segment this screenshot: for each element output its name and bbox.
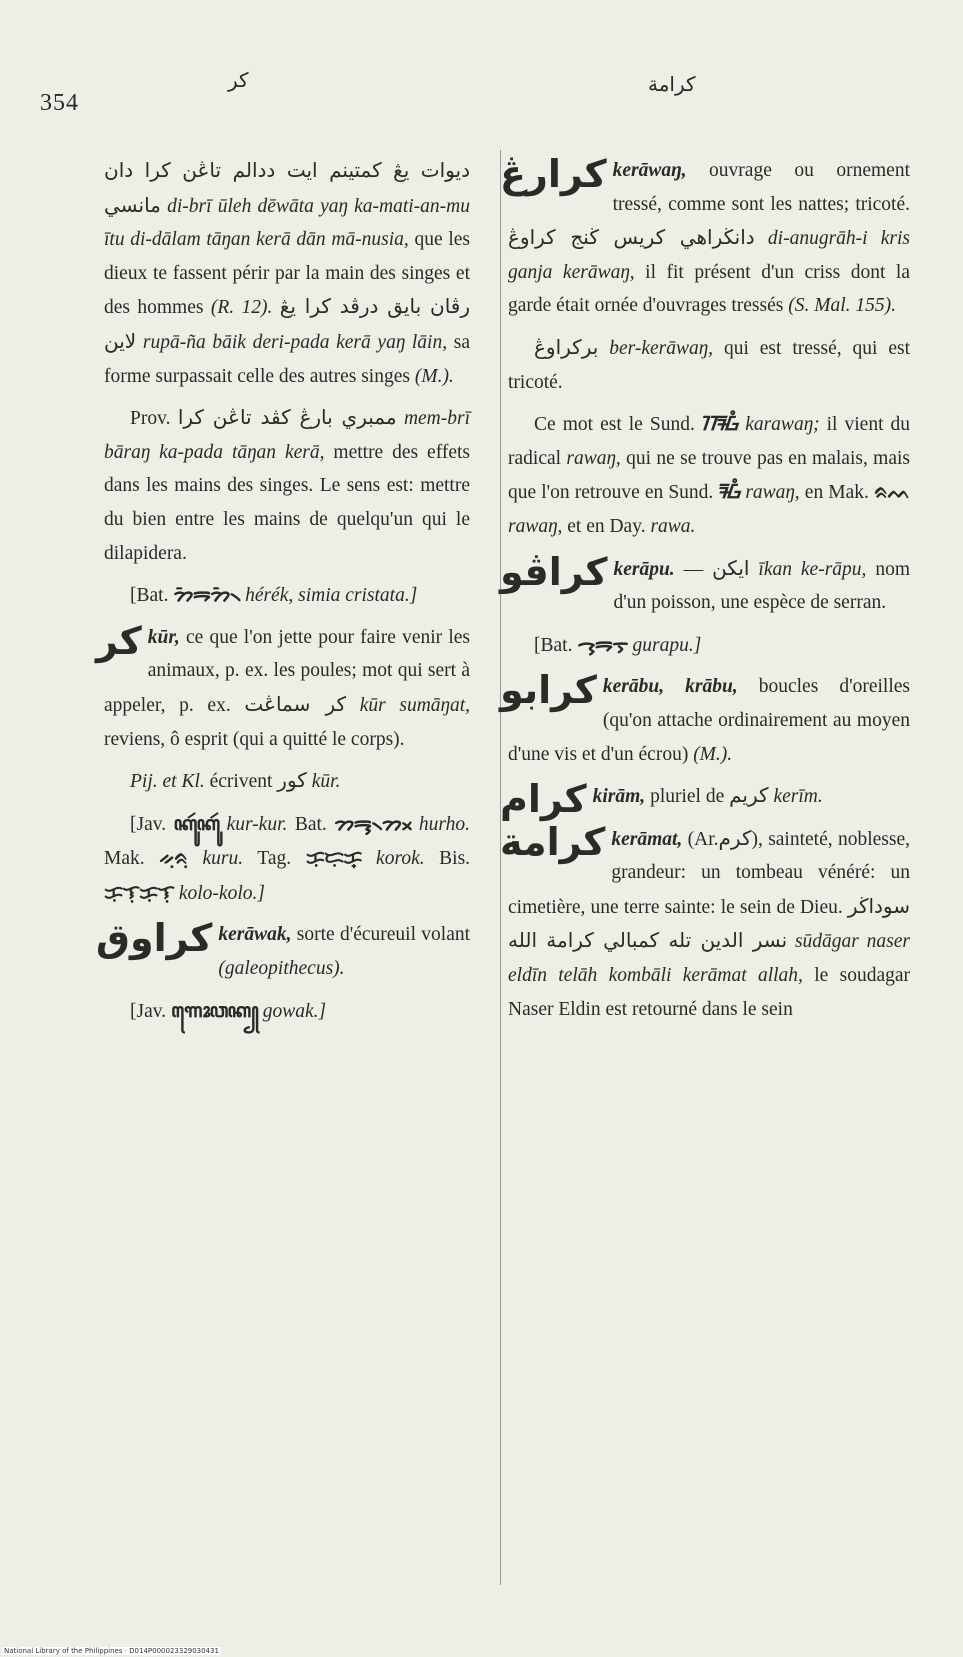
definition: reviens, ô esprit (qui a quitté le corps). — [104, 728, 405, 750]
label: Pij. et Kl. — [130, 771, 205, 793]
headword-arabic: كرارڠ — [500, 152, 607, 196]
sub-entry — [508, 331, 910, 399]
label: [Bat. — [130, 585, 169, 607]
transliteration: hérék, simia cristata.] — [245, 585, 418, 607]
label: [Jav. — [130, 813, 167, 835]
transliteration: kūr. — [311, 771, 341, 793]
native-script: ᯂᯩᯒᯩᯂ᯲ — [173, 583, 241, 607]
definition: ), sainteté, noblesse, grandeur: un tombeau vénéré: un cimetière, une terre sainte: le sein de Dieu. — [508, 828, 910, 918]
right-column — [500, 152, 911, 1034]
transliteration: korok. — [376, 848, 425, 870]
footer-credit: National Library of the Philippines · D014P000023329030431 — [4, 1647, 219, 1655]
native-script: ᯂᯮᯒ᯲ᯂᯬ — [334, 811, 412, 835]
definition: que les dieux te fassent périr par la main des singes et des hommes — [104, 229, 470, 319]
native-script: ᮛᮝᮀ — [718, 480, 741, 504]
arabic-text: بركراوڠ — [534, 334, 599, 359]
headword: kerāwak, — [218, 924, 292, 946]
entry-keramat — [500, 819, 911, 1027]
transliteration: mem-brī bāraŋ ka-pada tāŋan kerā, — [104, 408, 471, 463]
transliteration: kuru. — [202, 848, 244, 870]
native-script: ᨀᨘᨑᨘ — [159, 846, 188, 870]
left-column — [96, 154, 471, 1036]
entry-kerabu — [500, 668, 911, 771]
headword-arabic: كراوق — [96, 916, 213, 961]
headword-arabic: كرامة — [500, 819, 606, 864]
transliteration: hurho. — [418, 813, 470, 835]
arabic-text: كور — [277, 768, 307, 793]
entry-kerawak — [96, 916, 471, 985]
transliteration: rawaŋ, — [566, 447, 621, 469]
transliteration: kerīm. — [773, 786, 823, 808]
definition: et en Day. — [567, 515, 646, 537]
headword: kerābu, krābu, — [602, 676, 738, 698]
definition: le soudagar Naser Eldin est retourné dans le sein — [508, 965, 910, 1020]
label: Tag. — [257, 848, 292, 870]
definition: pluriel de — [650, 786, 725, 808]
native-script: ᜃᜓᜇᜓᜃ᜔ — [305, 846, 362, 870]
headword: kūr, — [147, 626, 180, 648]
spelling-note — [104, 764, 470, 799]
cognate-note — [104, 578, 470, 613]
definition: (Ar. — [687, 828, 719, 850]
definition: il fit présent d'un criss dont la garde était ornée d'ouvrages tressés — [508, 261, 910, 317]
arabic-text: رڤان بايق درڤد كرا يڠ لاين — [104, 294, 471, 353]
transliteration: īkan ke-rāpu, — [758, 558, 867, 580]
native-script: ᨑᨓ — [874, 480, 911, 504]
label: Bis. — [439, 848, 471, 870]
running-head-left: كر — [228, 68, 249, 92]
definition: nom d'un poisson, une espèce de serran. — [613, 558, 911, 614]
definition: écrivent — [209, 771, 273, 793]
transliteration: rawaŋ, — [745, 482, 800, 504]
arabic-text: كريم — [729, 783, 769, 808]
headword-arabic: كرابو — [500, 668, 597, 713]
transliteration: gowak.] — [262, 1000, 327, 1022]
definition: il vient du radical — [508, 414, 911, 469]
headword-arabic: كر — [96, 618, 142, 663]
source-ref: (S. Mal. 155). — [788, 295, 896, 317]
transliteration: gurapu.] — [632, 634, 702, 656]
entry-kerawang — [500, 152, 911, 323]
label: Prov. — [130, 408, 171, 430]
headword: kerāpu. — [613, 558, 675, 580]
definition: qui ne se trouve pas en malais, mais que l'on retrouve en Sund. — [508, 447, 911, 504]
source-ref: (R. 12). — [210, 297, 273, 319]
transliteration: di-brī ūleh dēwāta yaŋ ka-mati-an-mu ītu di-dālam tāŋan kerā dān mā-nusia, — [104, 195, 470, 251]
label: Mak. — [104, 848, 145, 870]
cognate-note — [508, 628, 910, 663]
transliteration: rawaŋ, — [508, 515, 563, 537]
entry-kerapu — [500, 549, 911, 620]
transliteration: rawa. — [650, 515, 696, 537]
headword-arabic: كرام — [500, 777, 587, 822]
headword: kirām, — [592, 786, 646, 808]
native-script: ᮊᮛᮝᮀ — [701, 412, 739, 436]
transliteration: ber-kerāwaŋ, — [609, 337, 714, 359]
cognate-note — [104, 994, 470, 1029]
definition: sorte d'écureuil volant — [296, 924, 471, 946]
transliteration: sūdāgar naser eldīn telāh kombāli kerāmat allah, — [508, 931, 910, 987]
definition: boucles d'oreilles (qu'on attache ordinairement au moyen d'une vis et d'un écrou) — [508, 676, 911, 765]
transliteration: di-anugrāh-i kris ganja kerāwaŋ, — [508, 228, 911, 283]
definition: en Mak. — [804, 482, 869, 504]
headword-arabic: كراڤو — [500, 549, 608, 594]
arabic-text: كر سماڠت — [244, 691, 347, 716]
arabic-text: ممبري بارڠ كڤد تاڠن كرا — [177, 405, 397, 430]
arabic-text: دانڬراهي كريس ڬنج كراوڠ — [508, 225, 755, 250]
headword: kerāmat, — [611, 828, 683, 850]
native-script: ᯎᯮᯒᯇᯮ — [577, 632, 628, 656]
transliteration: kur-kur. — [226, 813, 288, 835]
label: Bat. — [294, 813, 327, 835]
native-script: ᜃᜓᜎᜓᜃᜓᜎᜓ — [104, 880, 174, 904]
definition: ouvrage ou ornement tressé, comme sont les nattes; tricoté. — [612, 160, 911, 215]
proverb — [104, 401, 470, 570]
transliteration: rupā-ña bāik deri-pada kerā yaŋ lāin, — [142, 331, 448, 353]
label: [Jav. — [130, 1000, 167, 1022]
label: [Bat. — [534, 634, 573, 656]
arabic-text: كرم — [718, 825, 752, 850]
headword: kerāwaŋ, — [612, 160, 687, 181]
transliteration: (galeopithecus). — [218, 958, 345, 980]
arabic-text: ديوات يڠ كمتينم ايت ددالم تاڠن كرا دان مانسي — [104, 158, 470, 217]
definition: mettre des effets dans les mains des singes. Le sens est: mettre du bien entre les mains de quelqu'un qui le dilapidera. — [104, 441, 470, 564]
entry-kiram — [500, 777, 910, 822]
transliteration: karawaŋ; — [745, 414, 820, 436]
definition: qui est tressé, qui est tricoté. — [508, 337, 911, 393]
native-script: ꦒꦺꦴꦮꦏ꧀ — [170, 998, 258, 1022]
etymology-note — [508, 407, 910, 543]
source-ref: (M.). — [414, 365, 454, 387]
transliteration: kūr sumāŋat, — [359, 694, 471, 716]
running-head-right: كرامة — [648, 72, 696, 96]
page-number: 354 — [40, 90, 79, 116]
dash: — — [683, 558, 704, 580]
entry-kur — [96, 618, 471, 756]
definition: ce que l'on jette pour faire venir les animaux, p. ex. les poules; mot qui sert à appeler, p. ex. — [104, 626, 470, 716]
entry-continuation — [104, 154, 470, 393]
native-script: ꦏꦸꦂꦏꦸꦂ — [173, 811, 220, 835]
cognate-note — [104, 807, 470, 911]
transliteration: kolo-kolo.] — [178, 882, 265, 904]
source-ref: (M.). — [693, 743, 733, 765]
definition: Ce mot est le Sund. — [534, 414, 695, 436]
definition: sa forme surpassait celle des autres singes — [104, 331, 470, 387]
arabic-text: سوداڬر نسر الدين تله كمبالي كرامة الله — [508, 893, 911, 953]
arabic-text: ايكن — [712, 555, 750, 580]
column-divider — [500, 150, 501, 1585]
